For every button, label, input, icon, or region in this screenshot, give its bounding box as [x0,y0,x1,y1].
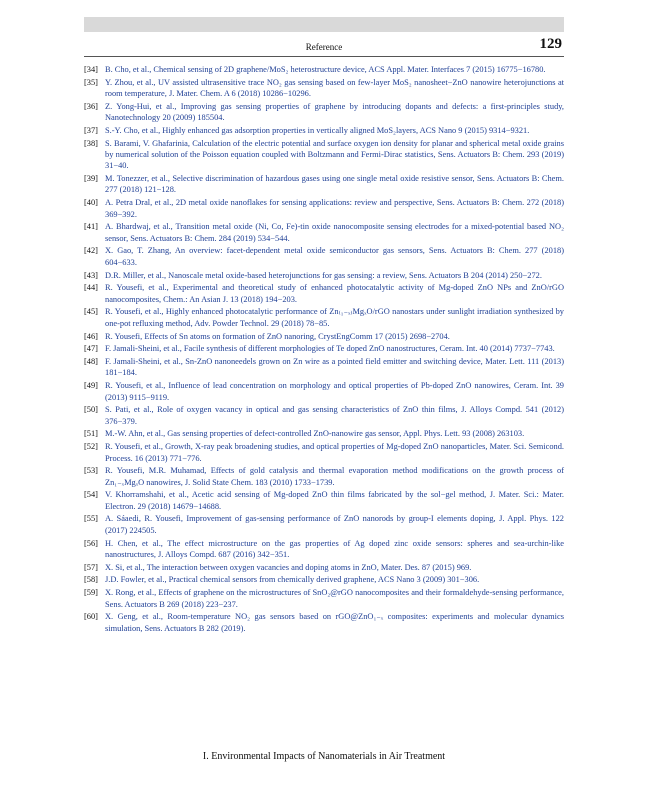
reference-item [84,343,564,354]
reference-link[interactable]: X. Geng, et al., Room-temperature NO₂ gas sensors based on rGO@ZnO₁₋ₓ composites: experiments and molecular dynamics simulation, Sens. Actuators B 282 (2019). [105,612,564,633]
reference-number: [46] [84,331,98,341]
reference-number: [42] [84,246,98,256]
reference-number: [47] [84,344,98,354]
reference-number: [58] [84,575,98,585]
reference-number: [53] [84,466,98,476]
reference-item [84,538,564,561]
reference-item [84,380,564,403]
reference-number: [43] [84,270,98,280]
reference-number: [60] [84,612,98,622]
reference-link[interactable]: X. Gao, T. Zhang, An overview: facet-dependent metal oxide semiconductor gas sensors, Sens. Actuators B: Chem. 277 (2018) 604−633. [105,246,564,267]
reference-link[interactable]: R. Yousefi, et al., Experimental and theoretical study of enhanced photocatalytic activity of Mg-doped ZnO NPs and ZnO/rGO nanocomposites, Chem.: An Asian J. 13 (2018) 194−203. [105,283,564,304]
reference-item [84,587,564,610]
reference-number: [51] [84,429,98,439]
reference-item [84,101,564,124]
reference-item [84,197,564,220]
reference-link[interactable]: F. Jamali-Sheini, et al., Facile synthesis of different morphologies of Te doped ZnO nanostructures, Ceram. Int. 40 (2014) 7737−7743. [105,344,555,354]
reference-item [84,221,564,244]
reference-link[interactable]: S. Pati, et al., Role of oxygen vacancy in optical and gas sensing characteristics of ZnO thin films, J. Alloys Compd. 541 (2012) 376−379. [105,405,564,426]
reference-item [84,513,564,536]
reference-item [84,331,564,342]
reference-link[interactable]: B. Cho, et al., Chemical sensing of 2D graphene/MoS₂ heterostructure device, ACS Appl. Mater. Interfaces 7 (2015) 16775−16780. [105,65,546,74]
reference-number: [45] [84,307,98,317]
reference-number: [34] [84,65,98,74]
reference-item [84,306,564,329]
reference-item [84,611,564,634]
reference-link[interactable]: M.-W. Ahn, et al., Gas sensing properties of defect-controlled ZnO-nanowire gas sensor, Appl. Phys. Lett. 93 (2008) 263103. [105,429,525,439]
reference-number: [39] [84,174,98,184]
reference-link[interactable]: M. Tonezzer, et al., Selective discrimination of hazardous gases using one single metal oxide resistive sensor, Sens. Actuators B: Chem. 277 (2018) 121−128. [105,174,564,195]
reference-item [84,270,564,281]
reference-number: [37] [84,125,98,135]
reference-number: [40] [84,198,98,208]
reference-link[interactable]: R. Yousefi, et al., Growth, X-ray peak broadening studies, and optical properties of Mg-doped ZnO nanoparticles, Mater. Sci. Semicond. Process. 16 (2013) 771−776. [105,442,564,463]
reference-link[interactable]: A. Bhardwaj, et al., Transition metal oxide (Ni, Co, Fe)-tin oxide nanocomposite sensing electrodes for a mixed-potential based NO₂ sensor, Sens. Actuators B: Chem. 284 (2019) 534−544. [105,222,564,243]
reference-number: [57] [84,562,98,572]
reference-item [84,574,564,585]
reference-number: [59] [84,588,98,598]
reference-item [84,138,564,172]
reference-link[interactable]: A. Petra Dral, et al., 2D metal oxide nanoflakes for sensing applications: review and perspective, Sens. Actuators B: Chem. 272 (2018) 369−392. [105,198,564,219]
reference-link[interactable]: R. Yousefi, et al., Highly enhanced photocatalytic performance of Zn₍₁₋ₓ₎MgₓO/rGO nanostars under sunlight irradiation synthesized by one-pot refluxing method, Adv. Powder Technol. 29 (2018) 78−85. [105,307,564,328]
reference-item [84,489,564,512]
running-head [84,34,564,57]
reference-item [84,77,564,100]
reference-link[interactable]: R. Yousefi, et al., Influence of lead concentration on morphology and optical properties of Pb-doped ZnO nanowires, Ceram. Int. 39 (2013) 9115−9119. [105,381,564,402]
reference-number: [50] [84,405,98,415]
reference-link[interactable]: V. Khorramshahi, et al., Acetic acid sensing of Mg-doped ZnO thin films fabricated by the sol−gel method, J. Mater. Sci.: Mater. Electron. 29 (2018) 14679−14688. [105,490,564,511]
reference-item [84,562,564,573]
reference-item [84,64,564,75]
reference-item [84,245,564,268]
reference-number: [55] [84,514,98,524]
footer-part-title: I. Environmental Impacts of Nanomaterials in Air Treatment [202,751,446,762]
reference-number: [44] [84,283,98,293]
reference-item [84,282,564,305]
reference-item [84,441,564,464]
reference-number: [52] [84,442,98,452]
reference-number: [48] [84,357,98,367]
reference-link[interactable]: D.R. Miller, et al., Nanoscale metal oxide-based heterojunctions for gas sensing: a review, Sens. Actuators B 204 (2014) 250−272. [105,270,542,280]
reference-link[interactable]: F. Jamali-Sheini, et al., Sn-ZnO nanoneedels grown on Zn wire as a pointed field emitter and switching device, Mater. Lett. 111 (2013) 181−184. [105,357,564,378]
reference-item [84,465,564,488]
reference-number: [54] [84,490,98,500]
reference-link[interactable]: H. Chen, et al., The effect microstructure on the gas properties of Ag doped zinc oxide sensors: spheres and sea-urchin-like nanostructures, J. Alloys Compd. 687 (2016) 342−351. [105,538,564,559]
page-number: 129 [539,36,562,52]
reference-link[interactable]: Y. Zhou, et al., UV assisted ultrasensitive trace NO₂ gas sensing based on few-layer MoS₂ nanosheet−ZnO nanowire heterojunctions at room temperature, J. Mater. Chem. A 6 (2018) 10286−10296. [105,77,564,99]
reference-link[interactable]: R. Yousefi, M.R. Muhamad, Effects of gold catalysis and thermal evaporation method modifications on the growth process of Zn₁₋ₓMgₓO nanowires, J. Solid State Chem. 183 (2010) 1733−1739. [105,466,564,487]
reference-link[interactable]: A. Sáaedi, R. Yousefi, Improvement of gas-sensing performance of ZnO nanorods by group-I elements doping, J. Appl. Phys. 122 (2017) 224505. [105,514,564,535]
reference-number: [36] [84,101,98,111]
reference-link[interactable]: J.D. Fowler, et al., Practical chemical sensors from chemically derived graphene, ACS Nano 3 (2009) 301−306. [105,575,480,585]
reference-number: [35] [84,77,98,87]
reference-list [84,64,564,635]
reference-item [84,428,564,439]
reference-link[interactable]: S.-Y. Cho, et al., Highly enhanced gas adsorption properties in vertically aligned MoS₂layers, ACS Nano 9 (2015) 9314−9321. [105,125,530,135]
reference-link[interactable]: X. Rong, et al., Effects of graphene on the microstructures of SnO₂@rGO nanocomposites and their formaldehyde-sensing performance, Sens. Actuators B 269 (2018) 223−237. [105,588,564,609]
reference-item [84,125,564,136]
reference-item [84,173,564,196]
section-title: Reference [305,42,343,52]
reference-item [84,404,564,427]
reference-number: [41] [84,222,98,232]
reference-link[interactable]: Z. Yong-Hui, et al., Improving gas sensing properties of graphene by introducing dopants and defects: a first-principles study, Nanotechnology 20 (2009) 185504. [105,101,564,123]
reference-item [84,356,564,379]
reference-link[interactable]: X. Si, et al., The interaction between oxygen vacancies and doping atoms in ZnO, Mater. Des. 87 (2015) 969. [105,562,472,572]
reference-link[interactable]: R. Yousefi, Effects of Sn atoms on formation of ZnO nanoring, CrystEngComm 17 (2015) 2698−2704. [105,331,450,341]
reference-link[interactable]: S. Barami, V. Ghafarinia, Calculation of the electric potential and surface oxygen ion density for planar and spherical metal oxide grains by numerical solution of the Poisson equation coupled with Boltzmann and Fermi-Dirac statistics, Sens. Actuators B: Chem. 293 (2019) 31−40. [105,138,564,171]
reference-number: [38] [84,138,98,148]
reference-number: [49] [84,381,98,391]
header-band [84,17,564,32]
reference-number: [56] [84,538,98,548]
